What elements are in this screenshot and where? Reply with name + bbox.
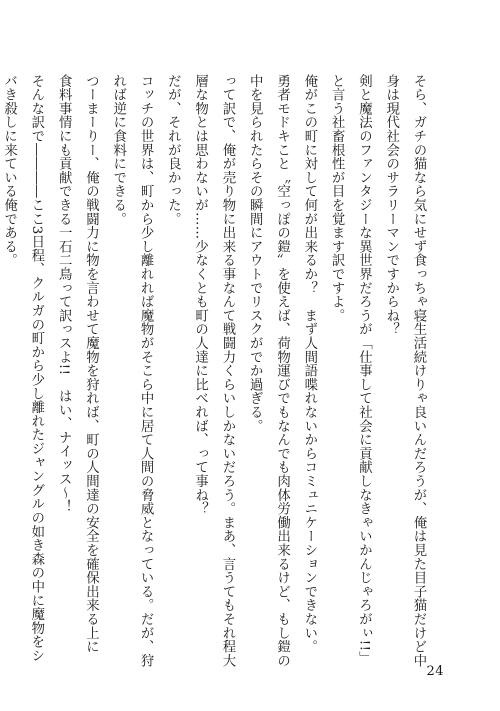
text-line: 身は現代社会のサラリーマンですからね？ (383, 74, 399, 337)
text-line: 勇者モドキこと〝空っぽの鎧〟を使えば、荷物運びでもなんでも肉体労働出来るけど、もし鎧の (274, 74, 290, 668)
page-number: 24 (426, 664, 444, 679)
text-line: 食料事情にも貢献できる一石二鳥って訳っスよ!! はい、ナイッス～！ (56, 74, 72, 514)
text-line: 層な物とは思わないが……少なくとも町の人達に比べれば、って事ね？ (192, 74, 208, 516)
text-line: そら、ガチの猫なら気にせず食っちゃ寝生活続けりゃ良いんだろうが、俺は見た目子猫だけど中 (411, 74, 426, 668)
text-line: と言う社畜根性が目を覚ます訳ですよ。 (329, 74, 345, 323)
text-line: そんな訳で――――ここ3日程、クルガの町から少し離れたジャングルの如き森の中に魔物をシ (28, 74, 44, 663)
text-line: って訳で、俺が売り物に出来る事なんて戦闘力くらいしかないだろう。まあ、言うてもそれ程大 (219, 74, 235, 668)
text-line: だが、それが良かった。 (165, 74, 181, 226)
text-line: 俺がこの町に対して何が出来るか？ まず人間語喋れないからコミュニケーションできない。 (301, 74, 317, 654)
text-line: バき殺しに来ている俺である。 (1, 74, 17, 268)
text-line: つーまーりー、俺の戦闘力に物を言わせて魔物を狩れば、町の人間達の安全を確保出来る上に (83, 74, 99, 654)
text-line: 中を見られたらその瞬間にアウトでリスクがでか過ぎる。 (247, 74, 263, 433)
vertical-text-body (0, 74, 432, 668)
text-line: れば逆に食料にできる。 (110, 74, 126, 226)
text-line: コッチの世界は、町から少し離れれば魔物がそこら中に居て人間の脅威となっている。だが、狩 (138, 74, 154, 668)
text-line: 剣と魔法のファンタジーな異世界だろうが「仕事して社会に貢献しなきゃいかんじゃろがぃ!!」 (356, 74, 372, 666)
